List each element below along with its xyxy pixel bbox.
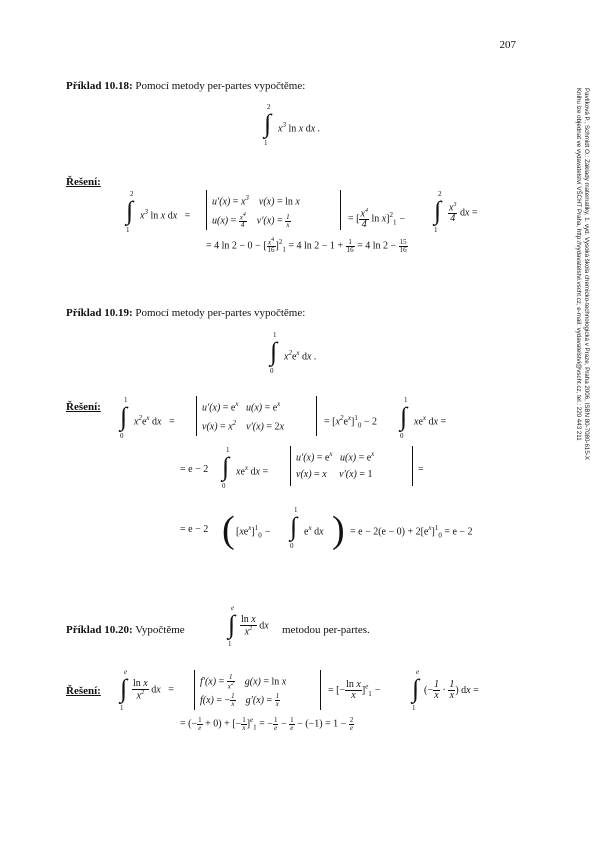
example-label: Příklad 10.19: <box>66 307 133 319</box>
example-10-20-solution: e ∫ 1 $\frac{\text{ln x}}{x^2}$ dx = f′(x) = $\frac{1}{x^2}$ g(x) = ln x f(x) = − $\frac{1}{x}$ g′(x) = $\frac{1}{x}$ = [− $\frac{\text{ln x}}{x}$ ]$^e_1$ − e ∫ 1 (− $\frac{1}{x}$ · $\frac{1}{x}$ ) dx = = (− $\frac{1}{e}$ + 0) + [− $\frac{1}{x}$ ]$^e_1$ = − $\frac{1}{e}$ − $\frac{1}{e}$ − (−1) = 1 − $\frac{2}{e}$ <box>120 668 479 732</box>
example-label: Příklad 10.18: <box>66 80 133 92</box>
example-10-20-text-after: metodou per-partes. <box>282 624 370 636</box>
example-10-19-solution: 1 ∫ 0 $x^2e^x$ dx = $u'(x) = e^x$ $u(x) = e^x$ $v(x) = x^2$ v′(x) = 2x = $[x^2e^x]^1_0 - 2$ 1 ∫ 0 $xe^x$ dx = = e − 2 1 ∫ 0 $xe^x$ dx = $u'(x) = e^x$ $u(x) = e^x$ v(x) = x v′(x) = 1 = = e − 2 ( $[xe^x]^1_0$ − 1 ∫ 0 $e^x$ dx ) = $e - 2(e - 0) + 2[e^x]^1_0 = e - 2$ <box>120 396 473 551</box>
example-10-20-title <box>66 624 185 636</box>
example-10-18-solution: 2 ∫ 1 $x^3$ ln x dx = $u'(x) = x^3$ v(x) = ln x u(x) = $\frac{x^4}{4}$ v′(x) = $\frac{1}{x}$ = [ $\frac{x^4}{4}$ ln x]$^2_1$ − 2 ∫ 1 $\frac{x^3}{4}$ dx = = 4 ln 2 − 0 − [ $\frac{x^4}{16}$ ]$^2_1$ = 4 ln 2 − 1 + $\frac{1}{16}$ = 4 ln 2 − $\frac{15}{16}$ <box>126 190 478 255</box>
solution-label: Řešení: <box>66 685 101 697</box>
solution-label: Řešení: <box>66 401 101 413</box>
page-number: 207 <box>499 39 516 51</box>
example-10-18-title <box>66 80 305 92</box>
sidebar-line-2: Knihu lze objednat ve vydavatelství VŠCHT Praha, http://vydavatelstvi.vscht.cz, e-mail: vydavatelstvi@vscht.cz, tel.: 220 443 211 <box>575 88 582 441</box>
publication-sidebar <box>576 88 590 588</box>
example-text: Pomocí metody per-partes vypočtěme: <box>135 307 306 319</box>
example-label: Příklad 10.20: <box>66 624 133 636</box>
solution-label: Řešení: <box>66 176 101 188</box>
example-text-before: Vypočtěme <box>135 624 185 636</box>
example-text: Pomocí metody per-partes vypočtěme: <box>135 80 306 92</box>
sidebar-line-1: Pavlíková P., Schmidt O.: Základy matematiky, 1. vyd. Vysoká škola chemicko-technologická v Praze, Praha 2006, ISBN 80-7080-615-X <box>583 88 590 460</box>
example-10-19-title <box>66 307 305 319</box>
